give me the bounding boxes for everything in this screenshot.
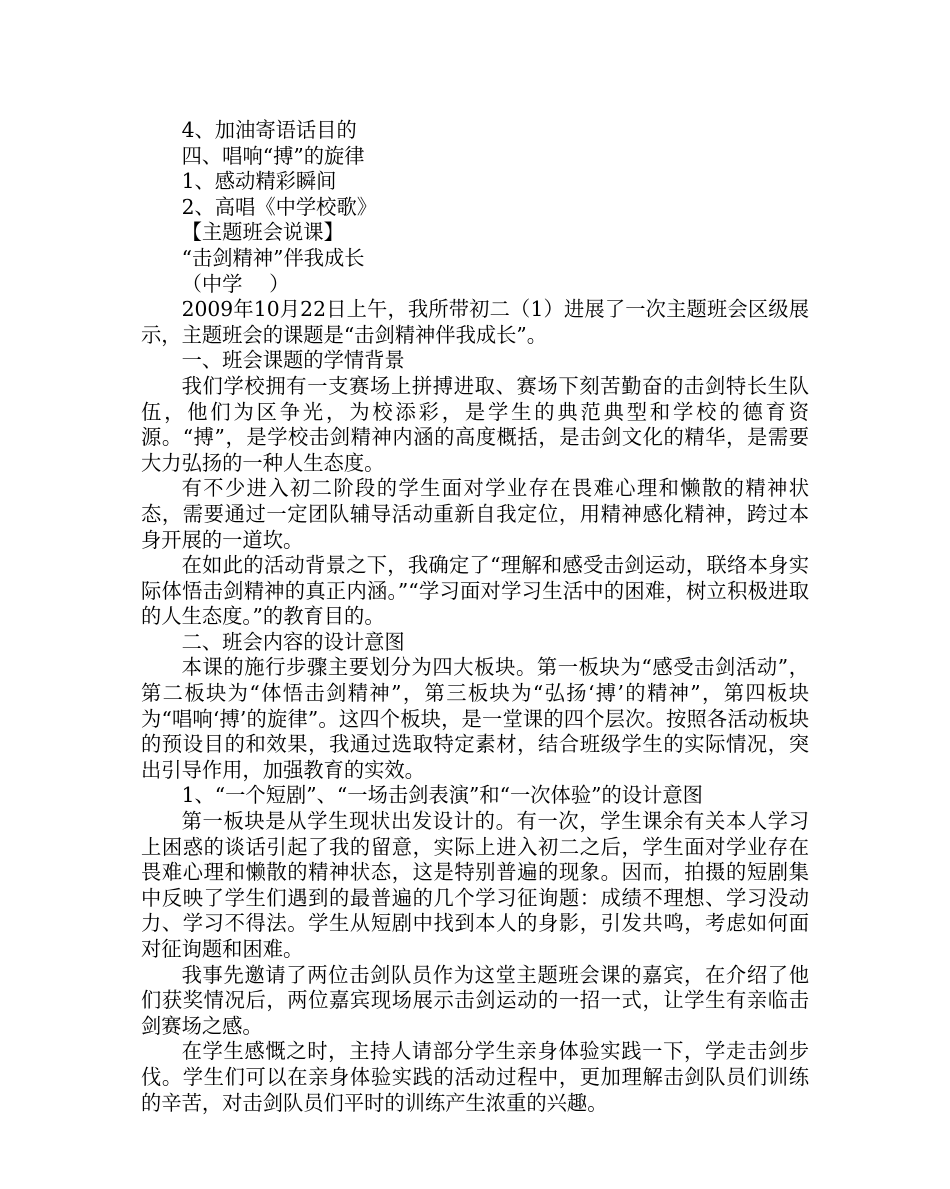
section-heading-4: 四、唱响“搏”的旋律: [181, 143, 365, 168]
body-paragraph: 第一板块是从学生现状出发设计的。有一次，学生课余有关本人学习上困惑的谈话引起了我的留意，实际上进入初二之后，学生面对学业存在畏难心理和懒散的精神状态，这是特别普遍的现象。因而，拍摄的短剧集中反映了学生们遇到的最普遍的几个学习征询题：成绩不理想、学习没动力、学习不得法。学生从短剧中找到本人的身影，引发共鸣，考虑如何面对征询题和困难。: [141, 809, 809, 961]
body-paragraph: 有不少进入初二阶段的学生面对学业存在畏难心理和懒散的精神状态，需要通过一定团队辅导活动重新自我定位，用精神感化精神，跨过本身开展的一道坎。: [141, 476, 809, 552]
subsection-heading-1: 1、“一个短剧”、“一场击剑表演”和“一次体验”的设计意图: [181, 783, 703, 808]
outline-item-4: 4、加油寄语话目的: [181, 118, 357, 142]
body-paragraph: 2009年10月22日上午，我所带初二（1）进展了一次主题班会区级展示，主题班会的课题是“击剑精神伴我成长”。: [141, 297, 809, 347]
section-heading-1: 一、班会课题的学情背景: [181, 348, 405, 373]
outline-item-2: 2、高唱《中学校歌》: [181, 194, 378, 219]
body-paragraph: 在如此的活动背景之下，我确定了“理解和感受击剑运动，联络本身实际体悟击剑精神的真正内涵。”“学习面对学习生活中的困难，树立积极进取的人生态度。”的教育目的。: [141, 553, 809, 629]
document-body: [141, 118, 809, 1116]
doc-title: “击剑精神”伴我成长: [181, 245, 365, 270]
outline-item-1: 1、感动精彩瞬间: [181, 169, 337, 194]
section-heading-2: 二、班会内容的设计意图: [181, 629, 405, 654]
doc-author: （中学 ）: [181, 271, 290, 296]
body-paragraph: 在学生感慨之时，主持人请部分学生亲身体验实践一下，学走击剑步伐。学生们可以在亲身体验实践的活动过程中，更加理解击剑队员们训练的辛苦，对击剑队员们平时的训练产生浓重的兴趣。: [141, 1039, 809, 1115]
doc-section-label: 【主题班会说课】: [181, 220, 344, 245]
body-paragraph: 我事先邀请了两位击剑队员作为这堂主题班会课的嘉宾，在介绍了他们获奖情况后，两位嘉宾现场展示击剑运动的一招一式，让学生有亲临击剑赛场之感。: [141, 962, 809, 1038]
body-paragraph: 我们学校拥有一支赛场上拼搏进取、赛场下刻苦勤奋的击剑特长生队伍，他们为区争光，为校添彩，是学生的典范典型和学校的德育资源。“搏”，是学校击剑精神内涵的高度概括，是击剑文化的精华，是需要大力弘扬的一种人生态度。: [141, 373, 809, 475]
body-paragraph: 本课的施行步骤主要划分为四大板块。第一板块为“感受击剑活动”，第二板块为“体悟击剑精神”，第三板块为“弘扬‘搏’的精神”，第四板块为“唱响‘搏’的旋律”。这四个板块，是一堂课的四个层次。按照各活动板块的预设目的和效果，我通过选取特定素材，结合班级学生的实际情况，突出引导作用，加强教育的实效。: [141, 655, 809, 782]
